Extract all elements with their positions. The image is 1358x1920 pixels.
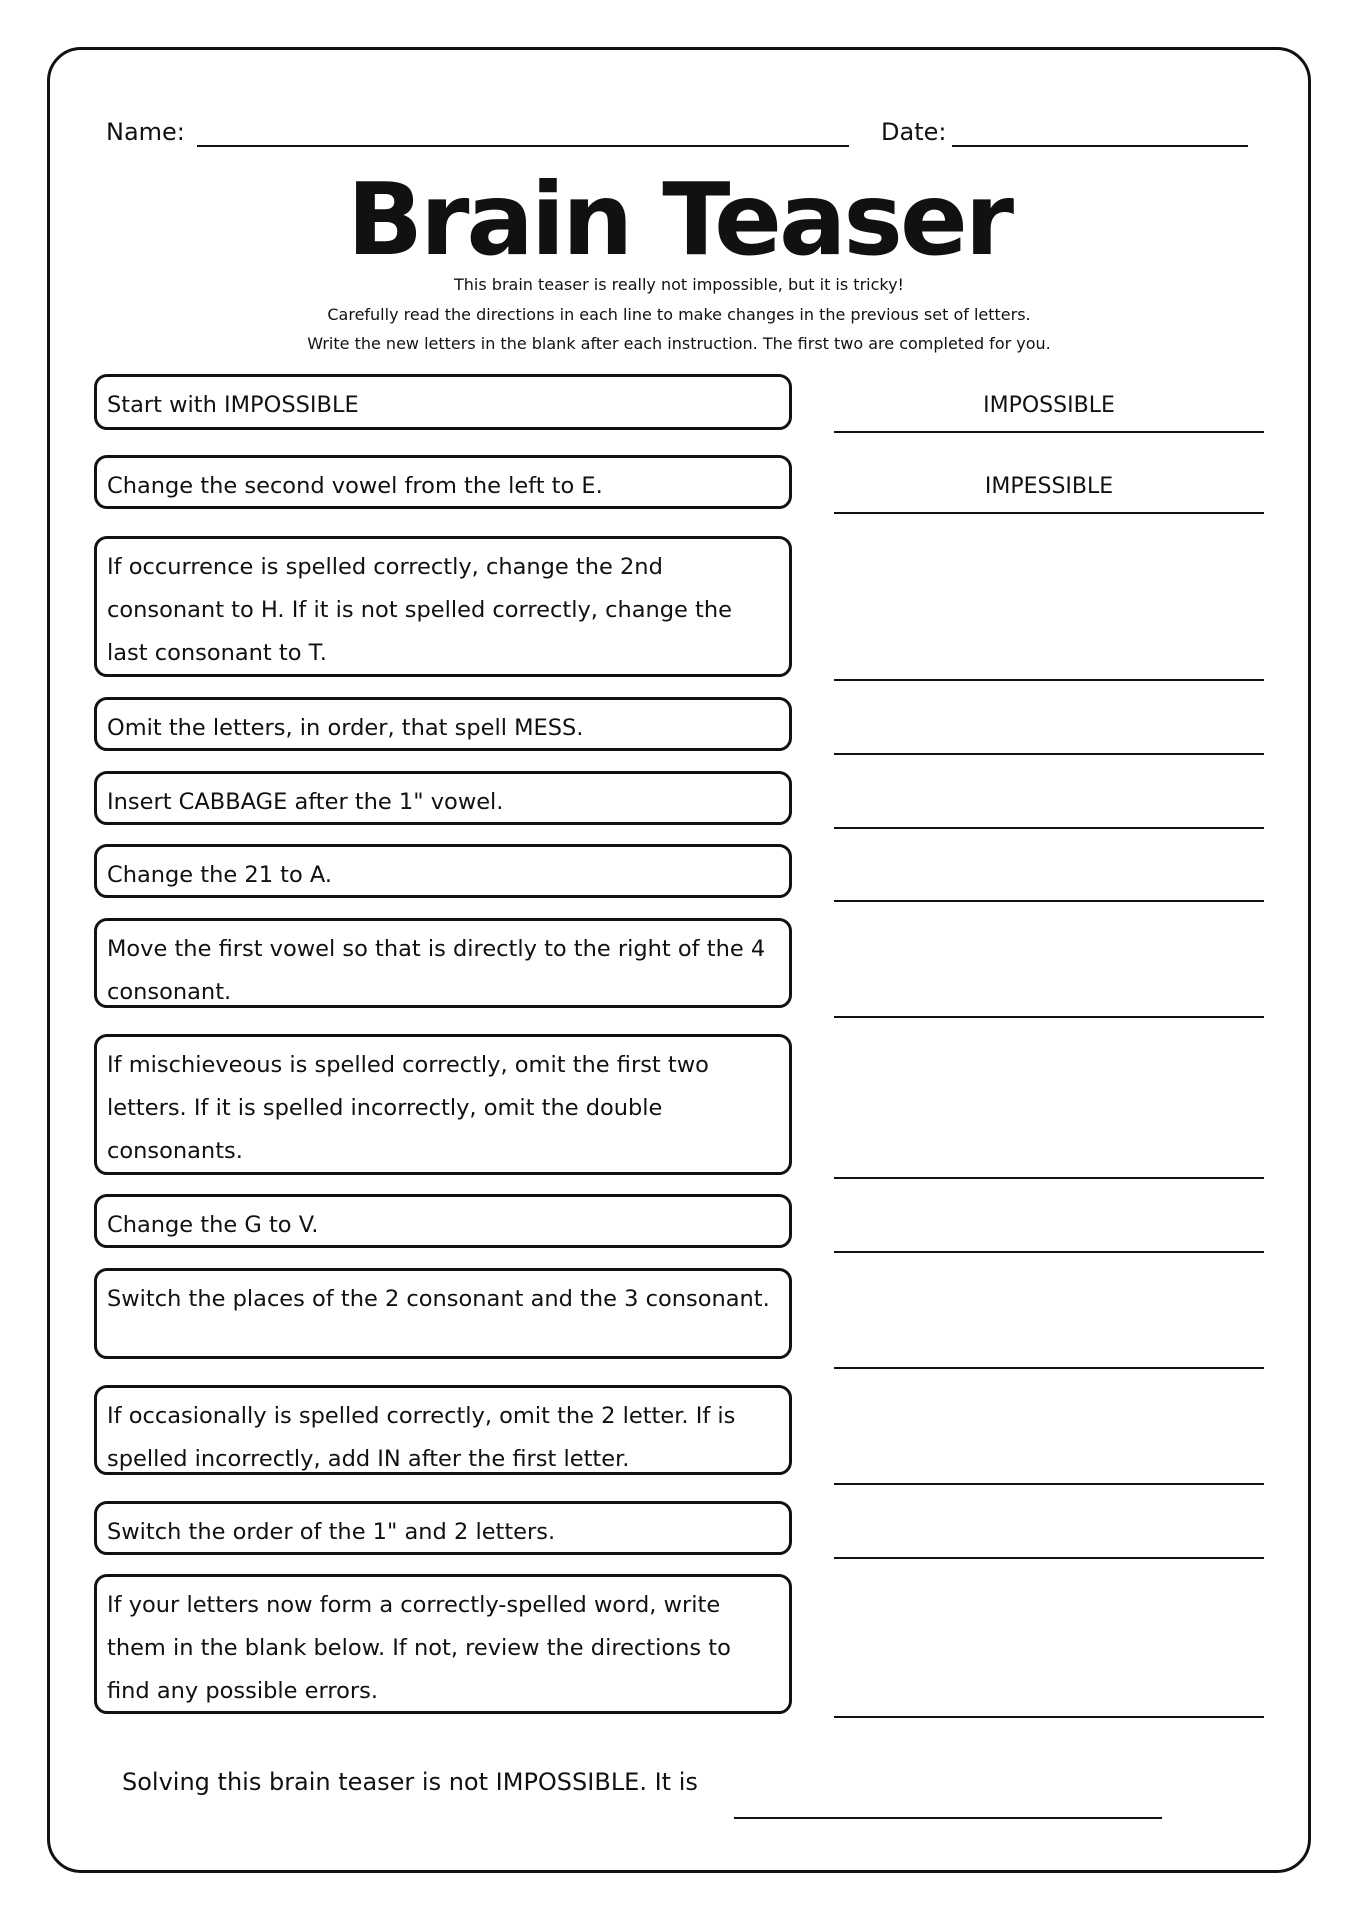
instruction-line: Carefully read the directions in each line to make changes in the previous set of letters. — [327, 304, 1031, 324]
answer-blank[interactable] — [834, 512, 1264, 514]
name-label: Name: — [106, 118, 185, 146]
step-answer: IMPESSIBLE — [984, 474, 1114, 499]
answer-blank[interactable] — [834, 753, 1264, 755]
answer-blank[interactable] — [834, 1016, 1264, 1018]
answer-blank[interactable] — [834, 1367, 1264, 1369]
step-answer: IMPOSSIBLE — [983, 393, 1115, 418]
final-prompt: Solving this brain teaser is not IMPOSSIBLE. It is — [122, 1768, 698, 1796]
answer-blank[interactable] — [834, 900, 1264, 902]
step-instruction: Switch the places of the 2 consonant and the 3 consonant. — [94, 1268, 792, 1359]
step-instruction: If occasionally is spelled correctly, omit the 2 letter. If is spelled incorrectly, add IN after the first letter. — [94, 1385, 792, 1475]
step-instruction: Insert CABBAGE after the 1" vowel. — [94, 771, 792, 825]
step-instruction: Omit the letters, in order, that spell MESS. — [94, 697, 792, 751]
page-title: Brain Teaser — [346, 161, 1012, 278]
answer-blank[interactable] — [834, 1251, 1264, 1253]
step-instruction: Change the 21 to A. — [94, 844, 792, 898]
step-instruction: If occurrence is spelled correctly, change the 2nd consonant to H. If it is not spelled correctly, change the last consonant to T. — [94, 536, 792, 677]
instruction-line: This brain teaser is really not impossible, but it is tricky! — [454, 275, 904, 294]
step-instruction: Switch the order of the 1" and 2 letters. — [94, 1501, 792, 1555]
instruction-line: Write the new letters in the blank after each instruction. The first two are completed for you. — [307, 334, 1051, 353]
answer-blank[interactable] — [834, 1177, 1264, 1179]
final-answer-blank[interactable] — [734, 1817, 1162, 1819]
date-label: Date: — [881, 118, 947, 146]
answer-blank[interactable] — [834, 431, 1264, 433]
answer-blank[interactable] — [834, 1716, 1264, 1718]
answer-blank[interactable] — [834, 1557, 1264, 1559]
step-instruction: Move the first vowel so that is directly to the right of the 4 consonant. — [94, 918, 792, 1008]
answer-blank[interactable] — [834, 679, 1264, 681]
step-instruction: Change the second vowel from the left to E. — [94, 455, 792, 509]
step-instruction: Start with IMPOSSIBLE — [94, 374, 792, 430]
step-instruction: If your letters now form a correctly-spelled word, write them in the blank below. If not, review the directions to find any possible errors. — [94, 1574, 792, 1714]
answer-blank[interactable] — [834, 1483, 1264, 1485]
answer-blank[interactable] — [834, 827, 1264, 829]
step-instruction: If mischieveous is spelled correctly, omit the first two letters. If it is spelled incorrectly, omit the double consonants. — [94, 1034, 792, 1175]
step-instruction: Change the G to V. — [94, 1194, 792, 1248]
